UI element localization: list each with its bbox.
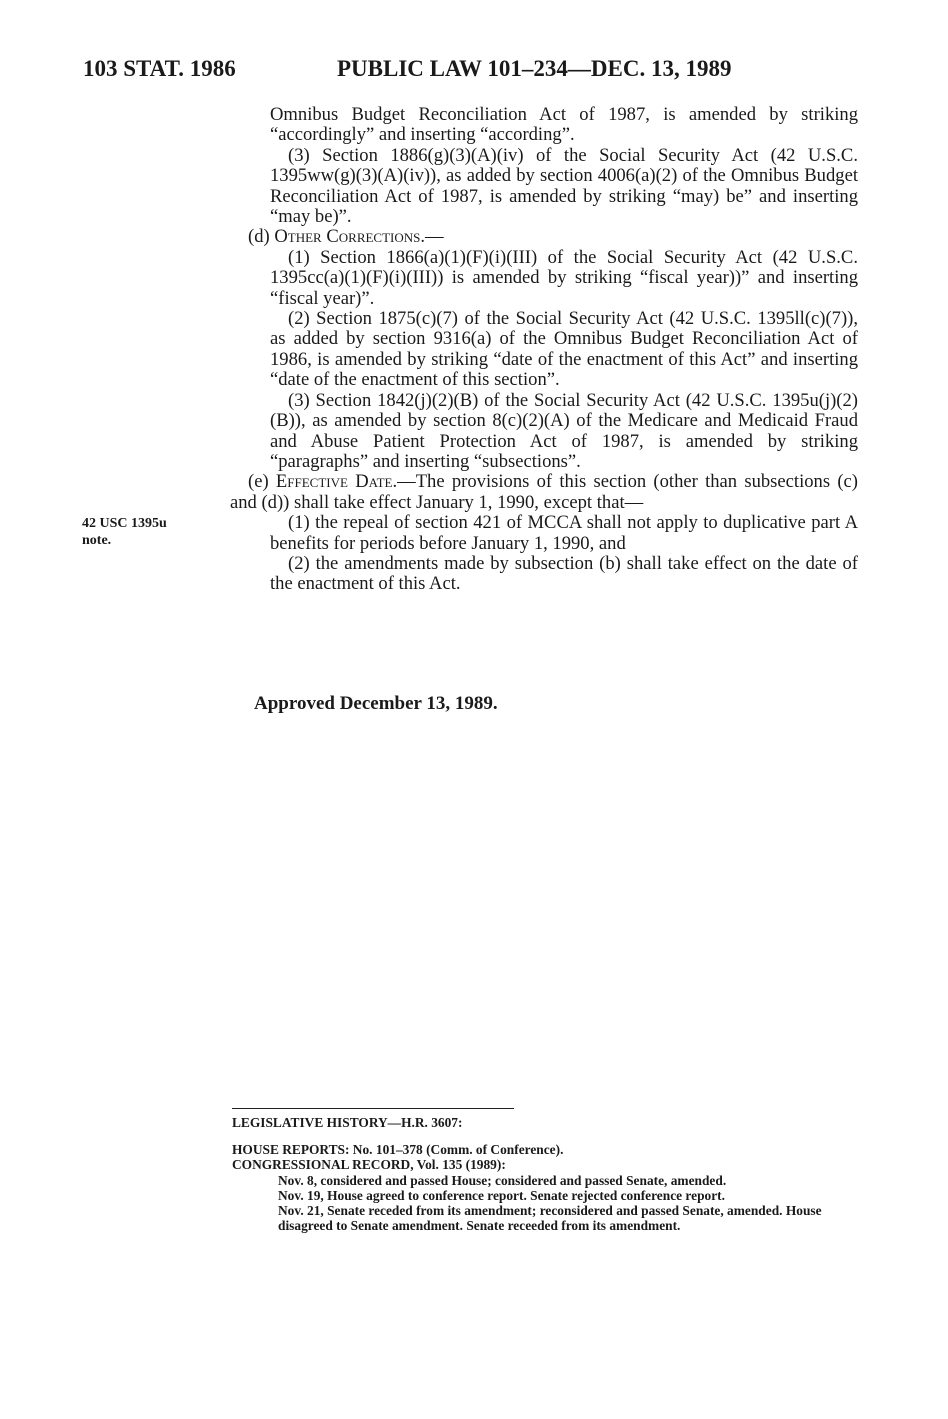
subsection-d-heading: [230, 227, 858, 247]
subsection-e-text: —The provisions of this section (other than subsections (c) and (d)) shall take effect January 1, 1990, except that—: [230, 471, 858, 513]
legislative-history: [232, 1115, 860, 1233]
public-law-title: PUBLIC LAW 101–234—DEC. 13, 1989: [337, 56, 732, 81]
legislative-history-rule: [232, 1108, 514, 1109]
paragraph-continuation: Omnibus Budget Reconciliation Act of 1987, is amended by striking “accordingly” and inserting “according”.: [270, 104, 858, 146]
subsection-e-prefix: (e): [248, 471, 276, 493]
history-entry: Nov. 21, Senate receded from its amendment; reconsidered and passed Senate, amended. House disagreed to Senate amendment. Senate receeded from its amendment.: [278, 1203, 822, 1234]
legislative-history-title: LEGISLATIVE HISTORY—H.R. 3607:: [232, 1115, 463, 1130]
subsection-e: [230, 472, 858, 513]
congressional-record: CONGRESSIONAL RECORD, Vol. 135 (1989):: [232, 1157, 506, 1173]
history-entry: Nov. 8, considered and passed House; considered and passed Senate, amended.: [278, 1172, 727, 1188]
margin-note-label: note.: [82, 533, 112, 548]
statute-body: [230, 105, 858, 595]
subsection-e-title: Effective Date.: [275, 471, 398, 493]
house-reports: HOUSE REPORTS: No. 101–378 (Comm. of Conference).: [232, 1142, 564, 1158]
paragraph-d2: (2) Section 1875(c)(7) of the Social Security Act (42 U.S.C. 1395ll(c)(7)), as added by section 9316(a) of the Omnibus Budget Reconciliation Act of 1986, is amended by striking “date of the enactment of this Act” and inserting “date of the enactment of this section”.: [270, 308, 858, 391]
stat-page-number: 103 STAT. 1986: [83, 56, 236, 81]
margin-note-citation: 42 USC 1395u: [82, 516, 167, 531]
margin-note: [82, 515, 222, 549]
approval-date: Approved December 13, 1989.: [254, 693, 498, 714]
paragraph-e2: (2) the amendments made by subsection (b) shall take effect on the date of the enactment of this Act.: [270, 552, 858, 595]
subsection-d-title: Other Corrections.—: [274, 226, 444, 248]
paragraph-e1: (1) the repeal of section 421 of MCCA shall not apply to duplicative part A benefits for periods before January 1, 1990, and: [270, 512, 858, 554]
history-entry: Nov. 19, House agreed to conference report. Senate rejected conference report.: [278, 1187, 725, 1203]
paragraph-c3: (3) Section 1886(g)(3)(A)(iv) of the Social Security Act (42 U.S.C. 1395ww(g)(3)(A)(iv)), as added by section 4006(a)(2) of the Omnibus Budget Reconciliation Act of 1987, is amended by striking “may) be” and inserting “may be)”.: [270, 144, 858, 228]
page-header: [83, 56, 783, 86]
subsection-d-prefix: (d): [248, 226, 275, 248]
paragraph-d1: (1) Section 1866(a)(1)(F)(i)(III) of the Social Security Act (42 U.S.C. 1395cc(a)(1)(F)(i)(III)) is amended by striking “fiscal year))” and inserting “fiscal year)”.: [270, 246, 858, 309]
paragraph-d3: (3) Section 1842(j)(2)(B) of the Social Security Act (42 U.S.C. 1395u(j)(2)(B)), as amended by section 8(c)(2)(A) of the Medicare and Medicaid Fraud and Abuse Patient Protection Act of 1987, is amended by striking “paragraphs” and inserting “subsections”.: [270, 389, 858, 472]
